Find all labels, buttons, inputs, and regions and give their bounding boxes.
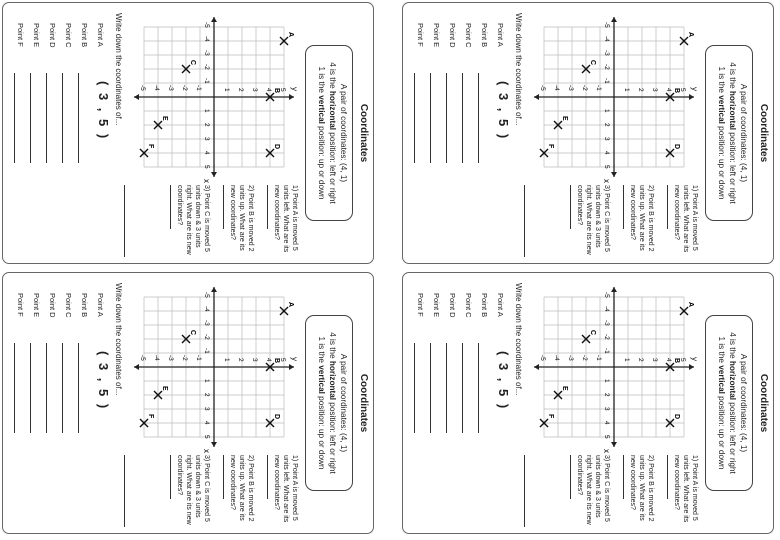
y-tick-label: -5: [539, 85, 546, 91]
y-tick-label: -2: [181, 85, 188, 91]
answer-row-value: ( 3 , 5 ): [96, 351, 111, 411]
y-tick-label: 2: [637, 358, 644, 362]
axis-arrowhead: [134, 94, 139, 100]
x-tick-label: -5: [203, 22, 210, 28]
section-divider: [124, 455, 125, 527]
question-text: 3) Point C is moved 5 units down & 3 units right. What are its new coordinates?: [176, 455, 210, 525]
answer-row-label: Point C: [64, 23, 73, 48]
point-label: F: [547, 414, 554, 419]
answer-row-label: Point F: [416, 23, 425, 47]
question-item: [170, 185, 211, 257]
x-tick-label: 3: [203, 407, 210, 411]
question-text: 1) Point A is moved 5 units left. What are its new coordinates?: [273, 455, 298, 523]
section-divider: [524, 185, 525, 257]
plotted-point: [666, 144, 680, 157]
answer-line: [446, 73, 447, 163]
point-label: C: [189, 330, 196, 336]
y-tick-label: 1: [623, 88, 630, 92]
y-tick-label: -1: [195, 355, 202, 361]
axis-arrowhead: [611, 172, 617, 177]
y-tick-label: -3: [167, 355, 174, 361]
answer-row-label: Point E: [32, 23, 41, 48]
coordinate-grid: [529, 283, 699, 451]
section-divider: [524, 455, 525, 527]
answers-prompt: Write down the coordinates of...: [514, 13, 523, 126]
point-label: E: [561, 116, 568, 121]
question-text: 2) Point B is moved 2 units up. What are its new coordinates?: [629, 185, 654, 252]
info-box: [305, 45, 353, 221]
worksheet-sheet: [3, 3, 373, 263]
question-item: [223, 185, 255, 257]
plotted-point: [154, 386, 168, 399]
worksheet-sheet: [3, 273, 373, 533]
point-label: A: [287, 302, 294, 308]
answer-row-label: Point A: [496, 23, 505, 47]
answer-row-value: ( 3 , 5 ): [96, 81, 111, 141]
question-answer-line: [667, 185, 668, 229]
x-tick-label: 4: [203, 151, 210, 155]
axis-arrowhead: [611, 287, 617, 292]
section-divider: [124, 185, 125, 257]
point-label: F: [147, 414, 154, 419]
x-axis-label: x: [202, 179, 211, 183]
worksheet-title: Coordinates: [358, 103, 369, 163]
x-tick-label: -2: [603, 64, 610, 70]
x-tick-label: -4: [603, 306, 610, 312]
answer-row-label: Point F: [16, 293, 25, 317]
answer-line: [14, 343, 15, 433]
question-answer-line: [667, 455, 668, 499]
x-tick-label: 4: [603, 421, 610, 425]
point-label: C: [589, 330, 596, 336]
x-tick-label: -1: [603, 78, 610, 84]
answer-row-label: Point F: [16, 23, 25, 47]
answers-prompt: Write down the coordinates of...: [514, 283, 523, 396]
answer-line: [478, 343, 479, 433]
question-item: [623, 455, 655, 527]
answer-row-label: Point E: [32, 293, 41, 318]
coordinate-grid-svg: [129, 283, 299, 451]
y-tick-label: -2: [581, 355, 588, 361]
answer-row-label: Point A: [496, 293, 505, 317]
answer-line: [46, 343, 47, 433]
point-label: B: [673, 358, 680, 364]
worksheet-card-2: [402, 2, 774, 264]
question-answer-line: [223, 455, 224, 499]
question-item: [667, 185, 699, 257]
question-answer-line: [267, 455, 268, 499]
x-tick-label: -2: [203, 64, 210, 70]
x-tick-label: 1: [203, 109, 210, 113]
answer-line: [30, 343, 31, 433]
info-line-2: 4 is the horizontal position: left or right: [328, 332, 337, 474]
y-tick-label: 2: [237, 88, 244, 92]
answer-row-label: Point B: [480, 293, 489, 318]
x-tick-label: 2: [203, 123, 210, 127]
x-tick-label: -2: [203, 334, 210, 340]
coordinate-grid-svg: [529, 283, 699, 451]
plotted-point: [554, 116, 568, 129]
worksheet-title: Coordinates: [758, 103, 769, 163]
x-tick-label: -3: [203, 50, 210, 56]
point-label: D: [273, 414, 280, 420]
y-tick-label: -4: [153, 355, 160, 361]
worksheet-card-4: [402, 272, 774, 534]
answer-row-label: Point E: [432, 23, 441, 48]
y-tick-label: 2: [237, 358, 244, 362]
x-tick-label: 3: [203, 137, 210, 141]
axis-arrowhead: [289, 94, 294, 100]
x-tick-label: -4: [603, 36, 610, 42]
point-label: D: [673, 414, 680, 420]
info-line-2: 4 is the horizontal position: left or right: [728, 332, 737, 474]
y-tick-label: 5: [679, 358, 686, 362]
y-tick-label: 1: [623, 358, 630, 362]
plotted-point: [266, 414, 280, 427]
answer-line: [62, 343, 63, 433]
info-line-2: 4 is the horizontal position: left or right: [728, 62, 737, 204]
point-label: B: [273, 88, 280, 94]
coordinate-grid-svg: [129, 13, 299, 181]
point-label: F: [147, 144, 154, 149]
info-line-1: A pair of coordinates: (4, 1): [739, 353, 748, 453]
x-tick-label: -1: [203, 78, 210, 84]
worksheet-title: Coordinates: [358, 373, 369, 433]
answer-line: [30, 73, 31, 163]
answer-line: [78, 73, 79, 163]
plotted-point: [182, 330, 196, 343]
axis-arrowhead: [289, 364, 294, 370]
point-label: A: [687, 302, 694, 308]
x-tick-label: 4: [603, 151, 610, 155]
answer-row-value: ( 3 , 5 ): [496, 81, 511, 141]
answers-prompt: Write down the coordinates of...: [114, 283, 123, 396]
answer-line: [78, 343, 79, 433]
y-tick-label: -4: [553, 85, 560, 91]
question-item: [267, 455, 299, 527]
y-tick-label: 3: [251, 88, 258, 92]
point-label: D: [673, 144, 680, 150]
answer-row-label: Point F: [416, 293, 425, 317]
question-text: 3) Point C is moved 5 units down & 3 units right. What are its new coordinates?: [576, 185, 610, 255]
answer-row-value: ( 3 , 5 ): [496, 351, 511, 411]
x-tick-label: -5: [603, 22, 610, 28]
x-tick-label: -3: [603, 50, 610, 56]
question-answer-line: [223, 185, 224, 229]
plotted-point: [140, 144, 154, 157]
answer-row-label: Point C: [464, 293, 473, 318]
y-tick-label: -3: [567, 355, 574, 361]
plotted-point: [140, 414, 154, 427]
y-tick-label: -1: [195, 85, 202, 91]
axis-arrowhead: [134, 364, 139, 370]
info-box: [705, 45, 753, 221]
x-tick-label: 5: [203, 165, 210, 169]
plotted-point: [666, 414, 680, 427]
axis-arrowhead: [534, 94, 539, 100]
axis-arrowhead: [211, 442, 217, 447]
y-tick-label: -2: [181, 355, 188, 361]
axis-arrowhead: [611, 442, 617, 447]
axis-arrowhead: [689, 94, 694, 100]
x-axis-label: x: [602, 179, 611, 183]
x-tick-label: 1: [603, 379, 610, 383]
x-tick-label: 3: [603, 137, 610, 141]
answer-line: [430, 343, 431, 433]
question-answer-line: [623, 455, 624, 499]
axis-arrowhead: [211, 17, 217, 22]
y-tick-label: 3: [251, 358, 258, 362]
y-tick-label: -5: [139, 355, 146, 361]
y-tick-label: -2: [581, 85, 588, 91]
question-item: [623, 185, 655, 257]
x-tick-label: -1: [603, 348, 610, 354]
y-tick-label: 4: [665, 88, 672, 92]
question-text: 1) Point A is moved 5 units left. What are its new coordinates?: [673, 455, 698, 523]
info-line-3: 1 is the vertical position: up or down: [317, 336, 326, 470]
question-text: 2) Point B is moved 2 units up. What are its new coordinates?: [629, 455, 654, 522]
question-answer-line: [570, 455, 571, 499]
y-tick-label: 2: [637, 88, 644, 92]
point-label: E: [561, 386, 568, 391]
point-label: D: [273, 144, 280, 150]
info-line-3: 1 is the vertical position: up or down: [717, 66, 726, 200]
answer-row-label: Point B: [80, 293, 89, 318]
answer-row-label: Point E: [432, 293, 441, 318]
y-tick-label: 1: [223, 358, 230, 362]
axis-arrowhead: [211, 172, 217, 177]
answer-row-label: Point D: [448, 23, 457, 48]
info-line-3: 1 is the vertical position: up or down: [317, 66, 326, 200]
question-item: [570, 185, 611, 257]
x-tick-label: 1: [603, 109, 610, 113]
y-axis-label: y: [290, 357, 299, 361]
coordinate-grid: [529, 13, 699, 181]
answer-line: [414, 343, 415, 433]
x-tick-label: 5: [603, 435, 610, 439]
axis-arrowhead: [534, 364, 539, 370]
y-tick-label: 4: [265, 88, 272, 92]
x-tick-label: -3: [603, 320, 610, 326]
answer-row-label: Point C: [64, 293, 73, 318]
info-line-2: 4 is the horizontal position: left or right: [328, 62, 337, 204]
info-line-1: A pair of coordinates: (4, 1): [339, 83, 348, 183]
y-tick-label: -4: [553, 355, 560, 361]
question-answer-line: [170, 185, 171, 229]
answer-row-label: Point D: [448, 293, 457, 318]
x-axis-label: x: [602, 449, 611, 453]
y-axis-label: y: [690, 87, 699, 91]
x-tick-label: 4: [203, 421, 210, 425]
answer-row-label: Point D: [48, 293, 57, 318]
x-tick-label: -4: [203, 36, 210, 42]
y-tick-label: 3: [651, 358, 658, 362]
y-tick-label: 5: [679, 88, 686, 92]
answer-row-label: Point B: [480, 23, 489, 48]
x-tick-label: 2: [203, 393, 210, 397]
answer-row-label: Point B: [80, 23, 89, 48]
y-tick-label: 1: [223, 88, 230, 92]
axis-arrowhead: [611, 17, 617, 22]
answer-line: [46, 73, 47, 163]
x-tick-label: 5: [603, 165, 610, 169]
answer-line: [414, 73, 415, 163]
y-tick-label: 5: [279, 88, 286, 92]
y-tick-label: -5: [539, 355, 546, 361]
question-answer-line: [170, 455, 171, 499]
plotted-point: [154, 116, 168, 129]
plotted-point: [266, 144, 280, 157]
axis-arrowhead: [211, 287, 217, 292]
point-label: F: [547, 144, 554, 149]
answers-prompt: Write down the coordinates of...: [114, 13, 123, 126]
info-line-3: 1 is the vertical position: up or down: [717, 336, 726, 470]
x-tick-label: 2: [603, 393, 610, 397]
x-tick-label: -3: [203, 320, 210, 326]
question-item: [570, 455, 611, 527]
y-axis-label: y: [290, 87, 299, 91]
question-text: 1) Point A is moved 5 units left. What are its new coordinates?: [673, 185, 698, 253]
question-text: 2) Point B is moved 2 units up. What are its new coordinates?: [229, 185, 254, 252]
x-axis-label: x: [202, 449, 211, 453]
axis-arrowhead: [689, 364, 694, 370]
answer-row-label: Point A: [96, 23, 105, 47]
y-tick-label: 3: [651, 88, 658, 92]
answer-line: [462, 73, 463, 163]
x-tick-label: -5: [203, 292, 210, 298]
plotted-point: [280, 32, 294, 45]
coordinate-grid-svg: [529, 13, 699, 181]
y-tick-label: 4: [265, 358, 272, 362]
plotted-point: [280, 302, 294, 315]
worksheet-card-3: [2, 272, 374, 534]
plotted-point: [680, 32, 694, 45]
question-text: 3) Point C is moved 5 units down & 3 units right. What are its new coordinates?: [576, 455, 610, 525]
x-tick-label: -2: [603, 334, 610, 340]
answer-line: [478, 73, 479, 163]
answer-row-label: Point A: [96, 293, 105, 317]
point-label: E: [161, 386, 168, 391]
question-answer-line: [267, 185, 268, 229]
info-box: [705, 315, 753, 491]
coordinate-grid: [129, 13, 299, 181]
question-answer-line: [623, 185, 624, 229]
answer-row-label: Point C: [464, 23, 473, 48]
question-item: [223, 455, 255, 527]
coordinate-grid: [129, 283, 299, 451]
y-tick-label: 5: [279, 358, 286, 362]
question-item: [667, 455, 699, 527]
plotted-point: [182, 60, 196, 73]
plotted-point: [540, 144, 554, 157]
y-tick-label: -3: [567, 85, 574, 91]
y-tick-label: -3: [167, 85, 174, 91]
plotted-point: [540, 414, 554, 427]
worksheet-title: Coordinates: [758, 373, 769, 433]
point-label: B: [273, 358, 280, 364]
point-label: B: [673, 88, 680, 94]
y-tick-label: -4: [153, 85, 160, 91]
point-label: C: [589, 60, 596, 66]
y-axis-label: y: [690, 357, 699, 361]
info-line-1: A pair of coordinates: (4, 1): [739, 83, 748, 183]
question-item: [170, 455, 211, 527]
x-tick-label: -5: [603, 292, 610, 298]
point-label: C: [189, 60, 196, 66]
question-item: [267, 185, 299, 257]
worksheet-sheet: [403, 3, 773, 263]
info-line-1: A pair of coordinates: (4, 1): [339, 353, 348, 453]
point-label: A: [687, 32, 694, 38]
answer-line: [430, 73, 431, 163]
plotted-point: [582, 330, 596, 343]
x-tick-label: 1: [203, 379, 210, 383]
y-tick-label: -1: [595, 355, 602, 361]
plotted-point: [680, 302, 694, 315]
worksheet-card-1: [2, 2, 374, 264]
point-label: E: [161, 116, 168, 121]
worksheet-sheet: [403, 273, 773, 533]
question-answer-line: [570, 185, 571, 229]
question-text: 1) Point A is moved 5 units left. What are its new coordinates?: [273, 185, 298, 253]
point-label: A: [287, 32, 294, 38]
question-text: 3) Point C is moved 5 units down & 3 units right. What are its new coordinates?: [176, 185, 210, 255]
x-tick-label: 2: [603, 123, 610, 127]
x-tick-label: -1: [203, 348, 210, 354]
y-tick-label: -1: [595, 85, 602, 91]
x-tick-label: 5: [203, 435, 210, 439]
info-box: [305, 315, 353, 491]
answer-line: [446, 343, 447, 433]
answer-line: [14, 73, 15, 163]
answer-row-label: Point D: [48, 23, 57, 48]
plotted-point: [582, 60, 596, 73]
plotted-point: [554, 386, 568, 399]
answer-line: [462, 343, 463, 433]
x-tick-label: -4: [203, 306, 210, 312]
y-tick-label: -5: [139, 85, 146, 91]
x-tick-label: 3: [603, 407, 610, 411]
y-tick-label: 4: [665, 358, 672, 362]
question-text: 2) Point B is moved 2 units up. What are its new coordinates?: [229, 455, 254, 522]
answer-line: [62, 73, 63, 163]
